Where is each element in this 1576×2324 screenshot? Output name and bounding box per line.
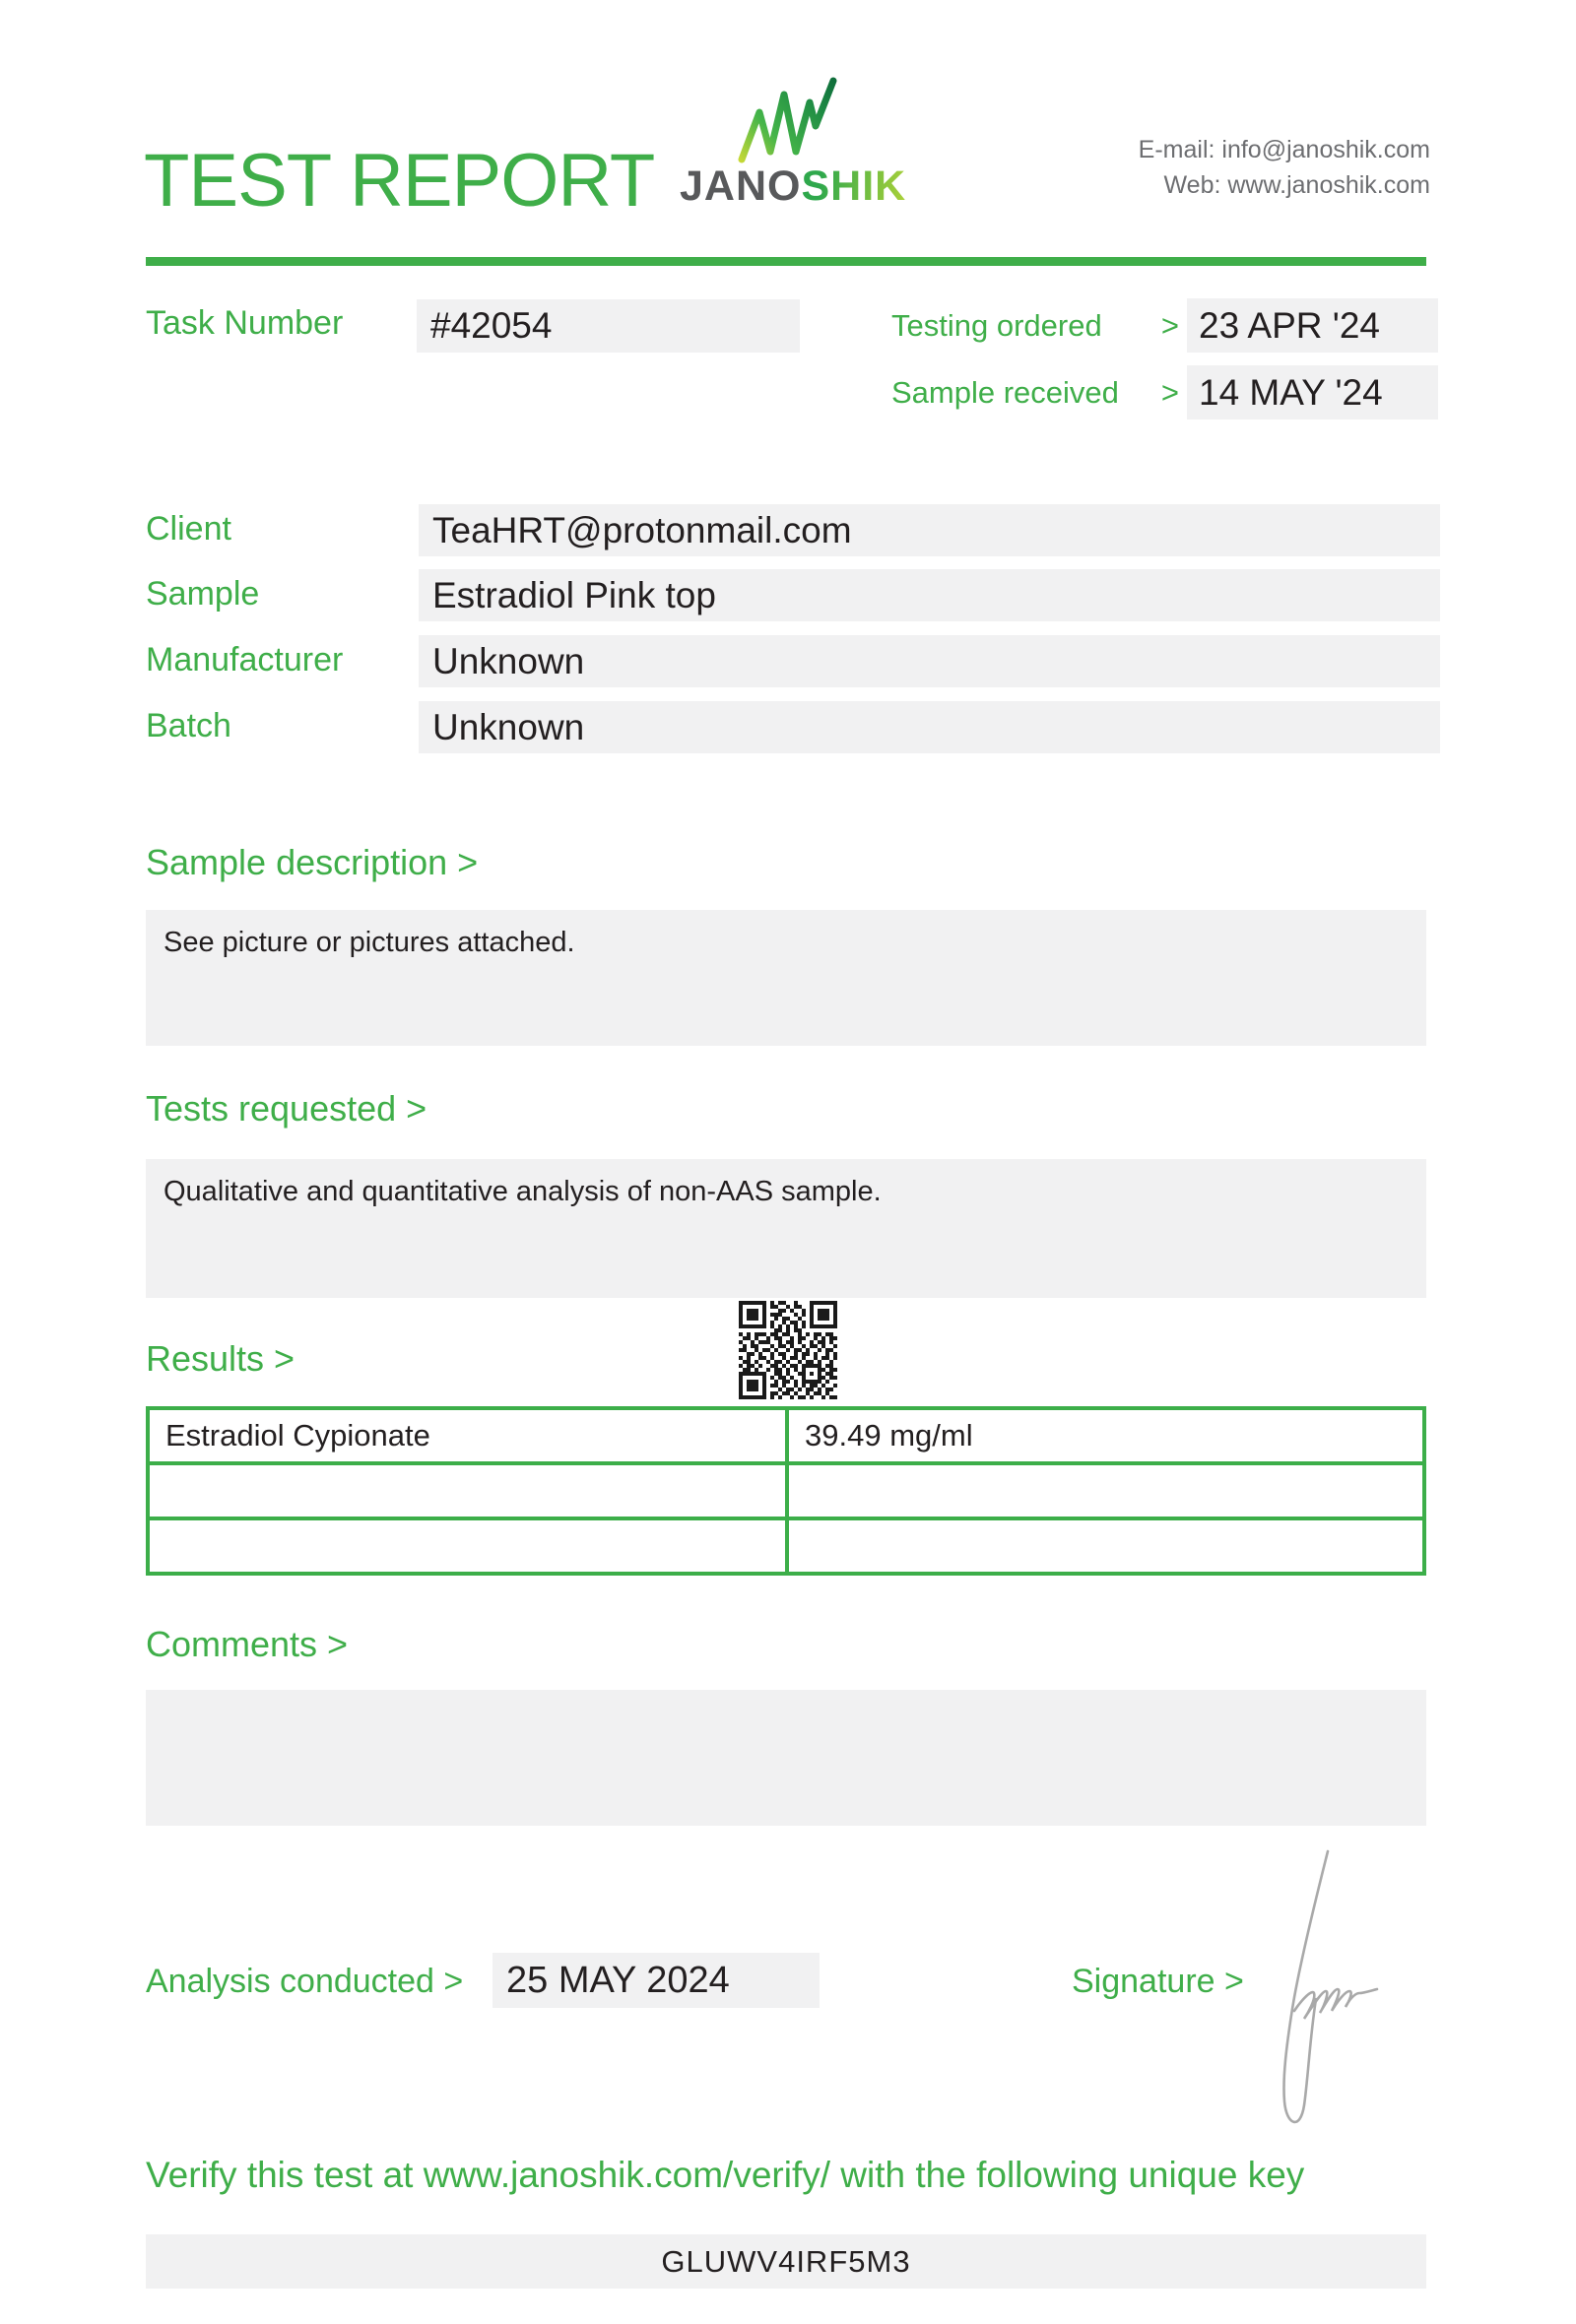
sample-received-label: Sample received >: [891, 375, 1179, 410]
results-heading: Results >: [146, 1338, 296, 1379]
sample-value: Estradiol Pink top: [419, 569, 1440, 621]
testing-ordered-value: 23 APR '24: [1187, 298, 1438, 353]
chevron-right-icon: >: [1160, 308, 1179, 343]
unique-key-value: GLUWV4IRF5M3: [146, 2234, 1426, 2289]
result-value-cell: [789, 1520, 1422, 1572]
manufacturer-value: Unknown: [419, 635, 1440, 687]
header-divider: [146, 257, 1426, 266]
analysis-conducted-label: Analysis conducted >: [146, 1963, 464, 2000]
batch-label: Batch: [146, 707, 231, 744]
result-substance-cell: Estradiol Cypionate: [150, 1410, 785, 1461]
signature-label: Signature >: [1072, 1963, 1244, 2000]
verify-instruction: Verify this test at www.janoshik.com/verify/ with the following unique key: [146, 2155, 1305, 2195]
sample-label: Sample: [146, 575, 260, 613]
manufacturer-label: Manufacturer: [146, 641, 344, 678]
page-title: TEST REPORT: [144, 139, 655, 223]
chevron-right-icon: >: [1160, 375, 1179, 410]
sample-description-box: See picture or pictures attached.: [146, 910, 1426, 1046]
janoshik-chart-logo-icon: [737, 77, 839, 165]
task-number-value: #42054: [417, 299, 800, 353]
sample-received-value: 14 MAY '24: [1187, 365, 1438, 420]
result-substance-cell: [150, 1465, 785, 1517]
contact-email: E-mail: info@janoshik.com: [1138, 136, 1430, 163]
result-value-cell: [789, 1465, 1422, 1517]
client-value: TeaHRT@protonmail.com: [419, 504, 1440, 556]
comments-heading: Comments >: [146, 1624, 349, 1664]
brand-wordmark: [680, 162, 907, 210]
client-label: Client: [146, 510, 231, 548]
contact-block: [1139, 132, 1430, 203]
task-number-label: Task Number: [146, 304, 344, 342]
result-substance-cell: [150, 1520, 785, 1572]
signature-scribble: [1267, 1843, 1389, 2139]
tests-requested-box: Qualitative and quantitative analysis of non-AAS sample.: [146, 1159, 1426, 1298]
analysis-date-value: 25 MAY 2024: [492, 1953, 820, 2008]
testing-ordered-label: Testing ordered >: [891, 308, 1179, 343]
brand-shik: SHIK: [801, 162, 907, 210]
tests-requested-heading: Tests requested >: [146, 1088, 427, 1129]
batch-value: Unknown: [419, 701, 1440, 753]
brand-jano: JANO: [680, 162, 802, 210]
results-table: [146, 1406, 1426, 1576]
sample-description-heading: Sample description >: [146, 842, 479, 882]
comments-box: [146, 1690, 1426, 1826]
contact-web: Web: www.janoshik.com: [1163, 171, 1430, 199]
qr-code: [739, 1301, 837, 1399]
result-value-cell: 39.49 mg/ml: [789, 1410, 1422, 1461]
